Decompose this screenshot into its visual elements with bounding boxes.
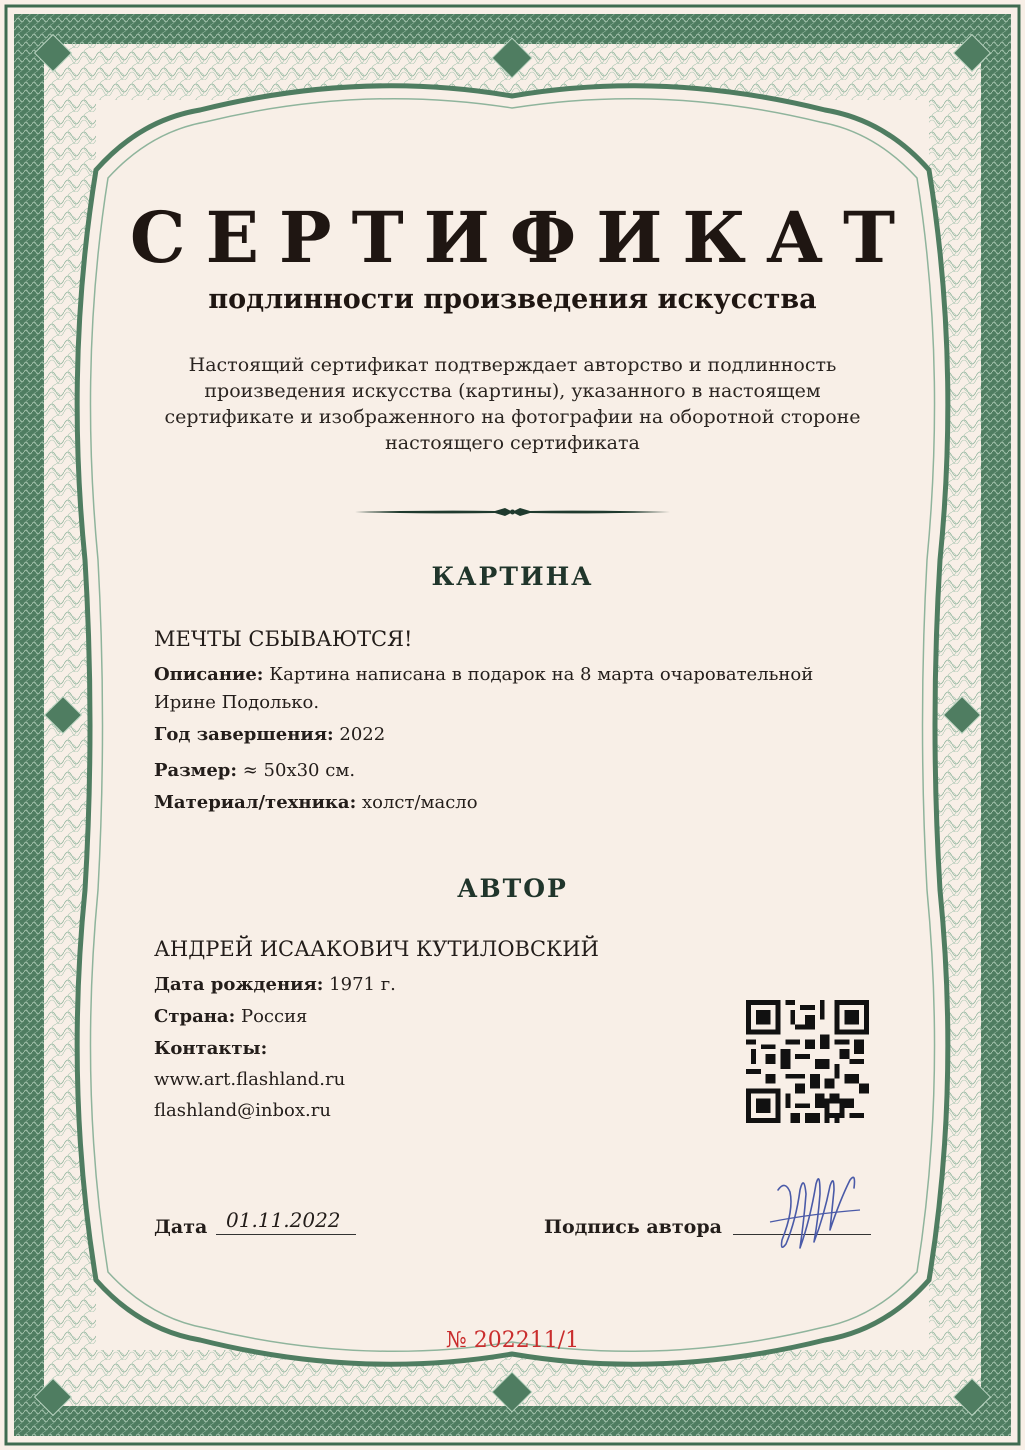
birth-label: Дата рождения:	[154, 974, 324, 995]
author-signature	[760, 1160, 870, 1260]
description-value: Картина написана в подарок на 8 марта очаровательной Ирине Подолько.	[154, 664, 814, 713]
author-name: АНДРЕЙ ИСААКОВИЧ КУТИЛОВСКИЙ	[154, 937, 599, 961]
description-label: Описание:	[154, 664, 264, 685]
author-country	[154, 1006, 307, 1027]
qr-code[interactable]	[746, 1000, 869, 1123]
author-contacts	[154, 1038, 267, 1059]
birth-value: 1971 г.	[329, 974, 396, 995]
painting-year	[154, 724, 385, 745]
painting-heading: КАРТИНА	[431, 562, 594, 591]
certificate-number: № 202211/1	[445, 1328, 580, 1353]
date-underline	[216, 1234, 356, 1235]
contacts-label: Контакты:	[154, 1038, 268, 1059]
country-value: Россия	[240, 1006, 308, 1027]
certificate-subtitle: подлинности произведения искусства	[208, 284, 817, 315]
ornamental-divider	[355, 503, 670, 521]
signature-label: Подпись автора	[544, 1216, 722, 1238]
size-value: ≈ 50х30 см.	[242, 760, 356, 781]
painting-material	[154, 792, 478, 813]
author-email[interactable]: flashland@inbox.ru	[154, 1100, 331, 1121]
author-birth	[154, 974, 396, 995]
size-label: Размер:	[154, 760, 238, 781]
author-heading: АВТОР	[457, 874, 568, 903]
painting-name: МЕЧТЫ СБЫВАЮТСЯ!	[154, 627, 413, 651]
country-label: Страна:	[154, 1006, 236, 1027]
material-value: холст/масло	[361, 792, 478, 813]
author-website[interactable]: www.art.flashland.ru	[154, 1069, 346, 1090]
painting-description	[154, 661, 874, 717]
year-label: Год завершения:	[154, 724, 334, 745]
painting-size	[154, 760, 355, 781]
date-value: 01.11.2022	[226, 1208, 341, 1232]
intro-text: Настоящий сертификат подтверждает авторство и подлинность произведения искусства (картины), указанного в настоящем сертификате и изображенного на фотографии на оборотной стороне настоящего сертификата	[164, 354, 861, 454]
certificate-title: СЕРТИФИКАТ	[129, 196, 916, 279]
material-label: Материал/техника:	[154, 792, 357, 813]
year-value: 2022	[339, 724, 386, 745]
date-label: Дата	[154, 1216, 208, 1238]
